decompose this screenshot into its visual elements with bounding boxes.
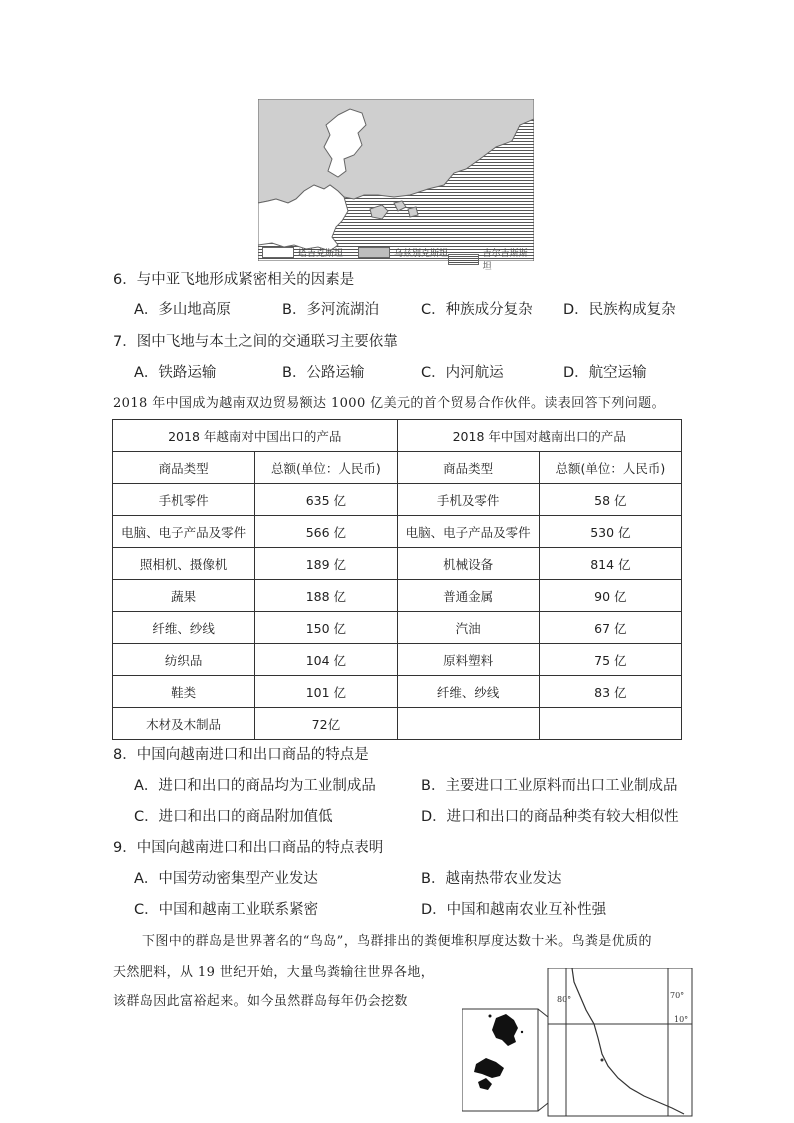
table-cell: 手机零件 <box>113 484 255 516</box>
legend-label: 吉尔吉斯斯坦 <box>482 249 528 272</box>
table-cell: 机械设备 <box>397 548 539 580</box>
q8-stem: 8．中国向越南进口和出口商品的特点是 <box>113 747 369 763</box>
lat-10-label: 10° <box>674 1015 689 1024</box>
table-cell: 普通金属 <box>397 580 539 612</box>
enclave-map <box>258 99 534 261</box>
table-cell <box>539 708 681 740</box>
table-cell: 72亿 <box>255 708 397 740</box>
q8-option-d: D．进口和出口的商品种类有较大相似性 <box>421 809 679 825</box>
passage-line-1: 下图中的群岛是世界著名的“鸟岛”，鸟群排出的粪便堆积厚度达数十米。鸟粪是优质的 <box>142 934 652 949</box>
q9-stem: 9．中国向越南进口和出口商品的特点表明 <box>113 840 384 856</box>
table-subheader-type: 商品类型 <box>113 452 255 484</box>
lon-70-label: 70° <box>670 991 685 1000</box>
legend-swatch <box>262 247 294 258</box>
q6-option-c: C．种族成分复杂 <box>421 302 533 318</box>
legend-swatch <box>448 254 479 265</box>
legend-uzbekistan <box>358 246 448 259</box>
table-cell: 蔬果 <box>113 580 255 612</box>
lon-80-label: 80° <box>557 995 572 1004</box>
table-cell: 814 亿 <box>539 548 681 580</box>
q6-stem: 6．与中亚飞地形成紧密相关的因素是 <box>113 272 355 288</box>
table-cell: 67 亿 <box>539 612 681 644</box>
table-subheader-total: 总额(单位：人民币) <box>539 452 681 484</box>
table-row <box>113 708 682 740</box>
table-cell: 83 亿 <box>539 676 681 708</box>
q8-option-a: A．进口和出口的商品均为工业制成品 <box>134 778 376 794</box>
table-cell: 189 亿 <box>255 548 397 580</box>
legend-label: 塔吉克斯坦 <box>298 249 344 259</box>
table-cell: 104 亿 <box>255 644 397 676</box>
table-cell: 101 亿 <box>255 676 397 708</box>
table-cell: 530 亿 <box>539 516 681 548</box>
table-subheader-total: 总额(单位：人民币) <box>255 452 397 484</box>
table-cell: 75 亿 <box>539 644 681 676</box>
q7-option-c: C．内河航运 <box>421 365 504 381</box>
table-cell: 手机及零件 <box>397 484 539 516</box>
table-header-row <box>113 420 682 452</box>
q8-option-c: C．进口和出口的商品附加值低 <box>134 809 333 825</box>
q9-option-a: A．中国劳动密集型产业发达 <box>134 871 318 887</box>
q9-option-d: D．中国和越南农业互补性强 <box>421 902 607 918</box>
q9-option-c: C．中国和越南工业联系紧密 <box>134 902 319 918</box>
table-cell <box>397 708 539 740</box>
q7-option-a: A．铁路运输 <box>134 365 217 381</box>
trade-intro: 2018 年中国成为越南双边贸易额达 1000 亿美元的首个贸易合作伙伴。读表回答下列问题。 <box>113 396 665 411</box>
q7-option-d: D．航空运输 <box>563 365 647 381</box>
table-cell: 纺织品 <box>113 644 255 676</box>
table-row <box>113 676 682 708</box>
passage-line-3: 该群岛因此富裕起来。如今虽然群岛每年仍会挖数 <box>113 994 408 1009</box>
table-subheader-row <box>113 452 682 484</box>
table-cell: 90 亿 <box>539 580 681 612</box>
table-cell: 汽油 <box>397 612 539 644</box>
table-cell: 纤维、纱线 <box>397 676 539 708</box>
legend-tajikistan <box>262 246 343 259</box>
table-cell: 635 亿 <box>255 484 397 516</box>
guano-island-map <box>462 968 694 1118</box>
table-row <box>113 580 682 612</box>
table-row <box>113 548 682 580</box>
table-cell: 电脑、电子产品及零件 <box>397 516 539 548</box>
q6-option-d: D．民族构成复杂 <box>563 302 676 318</box>
table-cell: 566 亿 <box>255 516 397 548</box>
table-row <box>113 516 682 548</box>
table-cell: 木材及木制品 <box>113 708 255 740</box>
table-row <box>113 644 682 676</box>
table-cell: 58 亿 <box>539 484 681 516</box>
q9-option-b: B．越南热带农业发达 <box>421 871 562 887</box>
legend-label: 乌兹别克斯坦 <box>394 249 449 259</box>
table-cell: 150 亿 <box>255 612 397 644</box>
table-row <box>113 612 682 644</box>
table-row <box>113 484 682 516</box>
q6-option-b: B．多河流湖泊 <box>282 302 379 318</box>
trade-table <box>112 419 682 740</box>
q8-option-b: B．主要进口工业原料而出口工业制成品 <box>421 778 678 794</box>
table-cell: 原料塑料 <box>397 644 539 676</box>
table-cell: 照相机、摄像机 <box>113 548 255 580</box>
table-cell: 电脑、电子产品及零件 <box>113 516 255 548</box>
table-cell: 188 亿 <box>255 580 397 612</box>
table-subheader-type: 商品类型 <box>397 452 539 484</box>
table-header-vietnam-export: 2018 年越南对中国出口的产品 <box>113 420 398 452</box>
map-legend <box>262 246 534 272</box>
q6-option-a: A．多山地高原 <box>134 302 231 318</box>
q7-option-b: B．公路运输 <box>282 365 365 381</box>
legend-kyrgyzstan <box>448 246 534 272</box>
q7-stem: 7．图中飞地与本土之间的交通联习主要依靠 <box>113 334 398 350</box>
table-cell: 纤维、纱线 <box>113 612 255 644</box>
passage-line-2: 天然肥料，从 19 世纪开始，大量鸟粪输往世界各地， <box>113 965 435 980</box>
legend-swatch <box>358 247 390 258</box>
table-cell: 鞋类 <box>113 676 255 708</box>
table-header-china-export: 2018 年中国对越南出口的产品 <box>397 420 682 452</box>
